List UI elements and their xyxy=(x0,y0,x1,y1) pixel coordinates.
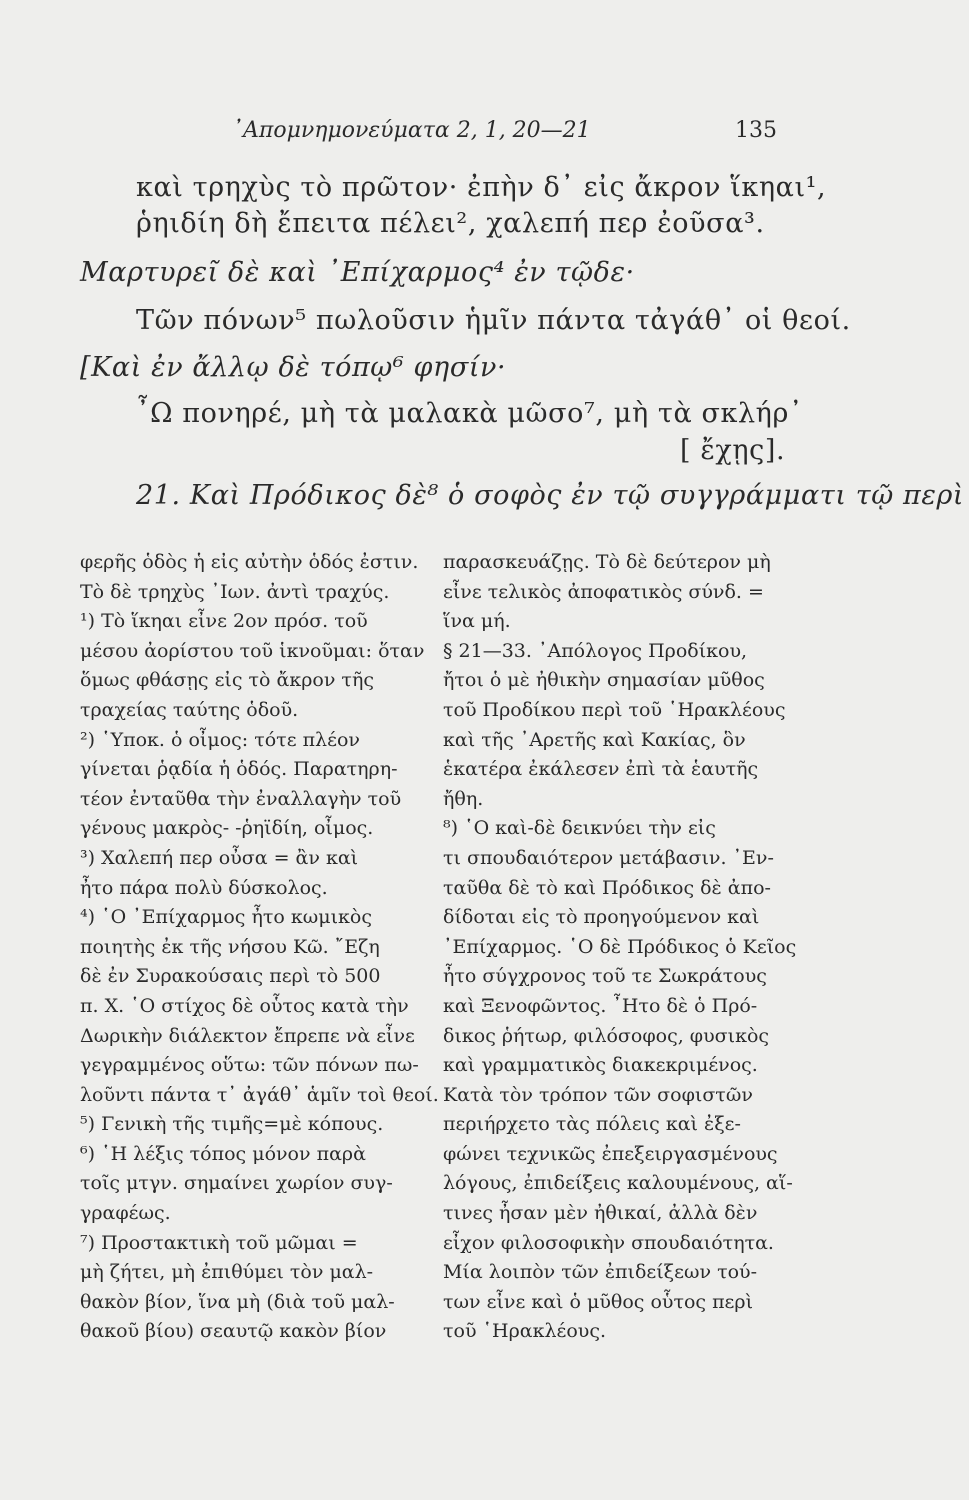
page-number: 135 xyxy=(735,118,777,143)
note-line: καὶ Ξενοφῶντος. ῏Ητο δὲ ὁ Πρό- xyxy=(443,994,758,1017)
note-line: ἦτο σύγχρονος τοῦ τε Σωκράτους xyxy=(443,965,767,988)
note-line: θακὸν βίον, ἵνα μὴ (διὰ τοῦ μαλ- xyxy=(80,1290,395,1313)
verse-line-6: ῏Ω πονηρέ, μὴ τὰ μαλακὰ μῶσο⁷, μὴ τὰ σκλήρ᾽ xyxy=(136,398,804,429)
verse-line-4: Τῶν πόνων⁵ πωλοῦσιν ἡμῖν πάντα τἀγάθ᾽ οἱ θεοί. xyxy=(136,305,851,336)
note-line: τοῖς μτγν. σημαίνει χωρίον συγ- xyxy=(80,1172,393,1195)
note-line: περιήρχετο τὰς πόλεις καὶ ἐξε- xyxy=(443,1113,741,1136)
note-line: γίνεται ῥᾳδία ἡ ὁδός. Παρατηρη- xyxy=(80,758,398,781)
notes-right-column xyxy=(443,548,797,1347)
note-line: φερῆς ὁδὸς ἡ εἰς αὐτὴν ὁδός ἐστιν. xyxy=(80,551,419,573)
note-line: ἵνα μή. xyxy=(443,610,511,633)
note-line: μέσου ἀορίστου τοῦ ἱκνοῦμαι: ὅταν xyxy=(80,639,425,662)
note-line: των εἶνε καὶ ὁ μῦθος οὗτος περὶ xyxy=(443,1290,754,1313)
note-line: ταῦθα δὲ τὸ καὶ Πρόδικος δὲ ἀπο- xyxy=(443,876,771,899)
note-line: ⁷) Προστακτικὴ τοῦ μῶμαι = xyxy=(80,1231,358,1254)
note-line: γραφέως. xyxy=(80,1202,171,1225)
note-line: γένους μακρὸς- -ῥηϊδίη, οἶμος. xyxy=(80,817,374,840)
note-line: Δωρικὴν διάλεκτον ἔπρεπε νὰ εἶνε xyxy=(80,1024,415,1047)
verse-line-3: Μαρτυρεῖ δὲ καὶ ᾽Επίχαρμος⁴ ἐν τῷδε· xyxy=(80,257,635,288)
note-line: Μία λοιπὸν τῶν ἐπιδείξεων τού- xyxy=(443,1261,757,1284)
note-line: Κατὰ τὸν τρόπον τῶν σοφιστῶν xyxy=(443,1083,753,1106)
note-line: φώνει τεχνικῶς ἐπεξειργασμένους xyxy=(443,1142,778,1165)
note-line: λόγους, ἐπιδείξεις καλουμένους, αἵ- xyxy=(443,1172,793,1195)
note-line: τοῦ ῾Ηρακλέους. xyxy=(443,1320,607,1343)
note-line: καὶ γραμματικὸς διακεκριμένος. xyxy=(443,1054,758,1077)
note-line: παρασκευάζῃς. Τὸ δὲ δεύτερον μὴ xyxy=(443,551,771,573)
note-line: λοῦντι πάντα τ᾽ ἀγάθ᾽ ἁμῖν τοὶ θεοί. xyxy=(80,1083,439,1106)
verse-line-5: [Καὶ ἐν ἄλλῳ δὲ τόπῳ⁶ φησίν· xyxy=(80,352,507,383)
note-line: ³) Χαλεπή περ οὖσα = ἂν καὶ xyxy=(80,846,359,869)
note-line: ¹) Τὸ ἵκηαι εἶνε 2ον πρόσ. τοῦ xyxy=(80,610,368,633)
verse-line-7: [ ἔχῃς]. xyxy=(680,435,786,466)
note-line: ⁸) ῾Ο καὶ-δὲ δεικνύει τὴν εἰς xyxy=(443,817,716,840)
note-line: ἤθη. xyxy=(443,787,484,810)
note-line: ⁴) ῾Ο ᾽Επίχαρμος ἦτο κωμικὸς xyxy=(80,906,372,929)
note-line: τι σπουδαιότερον μετάβασιν. ᾽Εν- xyxy=(443,846,774,869)
verse-line-1: καὶ τρηχὺς τὸ πρῶτον· ἐπὴν δ᾽ εἰς ἄκρον ἵκηαι¹, xyxy=(136,172,827,203)
running-title: ᾽Απομνημονεύματα 2, 1, 20—21 xyxy=(232,118,591,143)
verse-line-8: 21. Καὶ Πρόδικος δὲ⁸ ὁ σοφὸς ἐν τῷ συγγράμματι τῷ περὶ xyxy=(136,480,965,511)
note-line: ἤτοι ὁ μὲ ἠθικὴν σημασίαν μῦθος xyxy=(443,669,765,692)
note-line: τινες ἦσαν μὲν ἠθικαί, ἀλλὰ δὲν xyxy=(443,1202,758,1225)
note-line: δὲ ἐν Συρακούσαις περὶ τὸ 500 xyxy=(80,965,381,988)
note-line: ποιητὴς ἐκ τῆς νήσου Κῶ. ῎Εζη xyxy=(80,935,380,958)
note-line: εἶνε τελικὸς ἀποφατικὸς σύνδ. = xyxy=(443,580,764,603)
note-line: γεγραμμένος οὕτω: τῶν πόνων πω- xyxy=(80,1054,419,1077)
note-line: τραχείας ταύτης ὁδοῦ. xyxy=(80,698,299,721)
note-line: Τὸ δὲ τρηχὺς ᾽Ιων. ἀντὶ τραχύς. xyxy=(80,580,390,603)
note-line: θακοῦ βίου) σεαυτῷ κακὸν βίον xyxy=(80,1320,387,1343)
notes-left-column xyxy=(80,548,439,1347)
note-line: καὶ τῆς ᾽Αρετῆς καὶ Κακίας, ὃν xyxy=(443,728,746,751)
note-line: τέον ἐνταῦθα τὴν ἐναλλαγὴν τοῦ xyxy=(80,787,402,810)
note-line: ὅμως φθάσῃς εἰς τὸ ἄκρον τῆς xyxy=(80,669,374,692)
note-line: δικος ῥήτωρ, φιλόσοφος, φυσικὸς xyxy=(443,1024,770,1047)
note-line: π. Χ. ῾Ο στίχος δὲ οὗτος κατὰ τὴν xyxy=(80,994,409,1017)
note-line: § 21—33. ᾽Απόλογος Προδίκου, xyxy=(443,639,748,662)
note-line: τοῦ Προδίκου περὶ τοῦ ῾Ηρακλέους xyxy=(443,698,786,721)
verse-line-2: ῥηιδίη δὴ ἔπειτα πέλει², χαλεπή περ ἐοῦσα³. xyxy=(136,208,765,239)
note-line: δίδοται εἰς τὸ προηγούμενον καὶ xyxy=(443,906,760,929)
note-line: ἑκατέρα ἐκάλεσεν ἐπὶ τὰ ἑαυτῆς xyxy=(443,758,759,781)
note-line: μὴ ζήτει, μὴ ἐπιθύμει τὸν μαλ- xyxy=(80,1261,374,1284)
note-line: ⁶) ῾Η λέξις τόπος μόνον παρὰ xyxy=(80,1142,366,1165)
note-line: ᾽Επίχαρμος. ῾Ο δὲ Πρόδικος ὁ Κεῖος xyxy=(443,935,797,958)
note-line: ⁵) Γενικὴ τῆς τιμῆς=μὲ κόπους. xyxy=(80,1113,384,1136)
note-line: εἶχον φιλοσοφικὴν σπουδαιότητα. xyxy=(443,1231,774,1254)
note-line: ²) ῾Υποκ. ὁ οἶμος: τότε πλέον xyxy=(80,728,360,751)
note-line: ἦτο πάρα πολὺ δύσκολος. xyxy=(80,876,328,899)
